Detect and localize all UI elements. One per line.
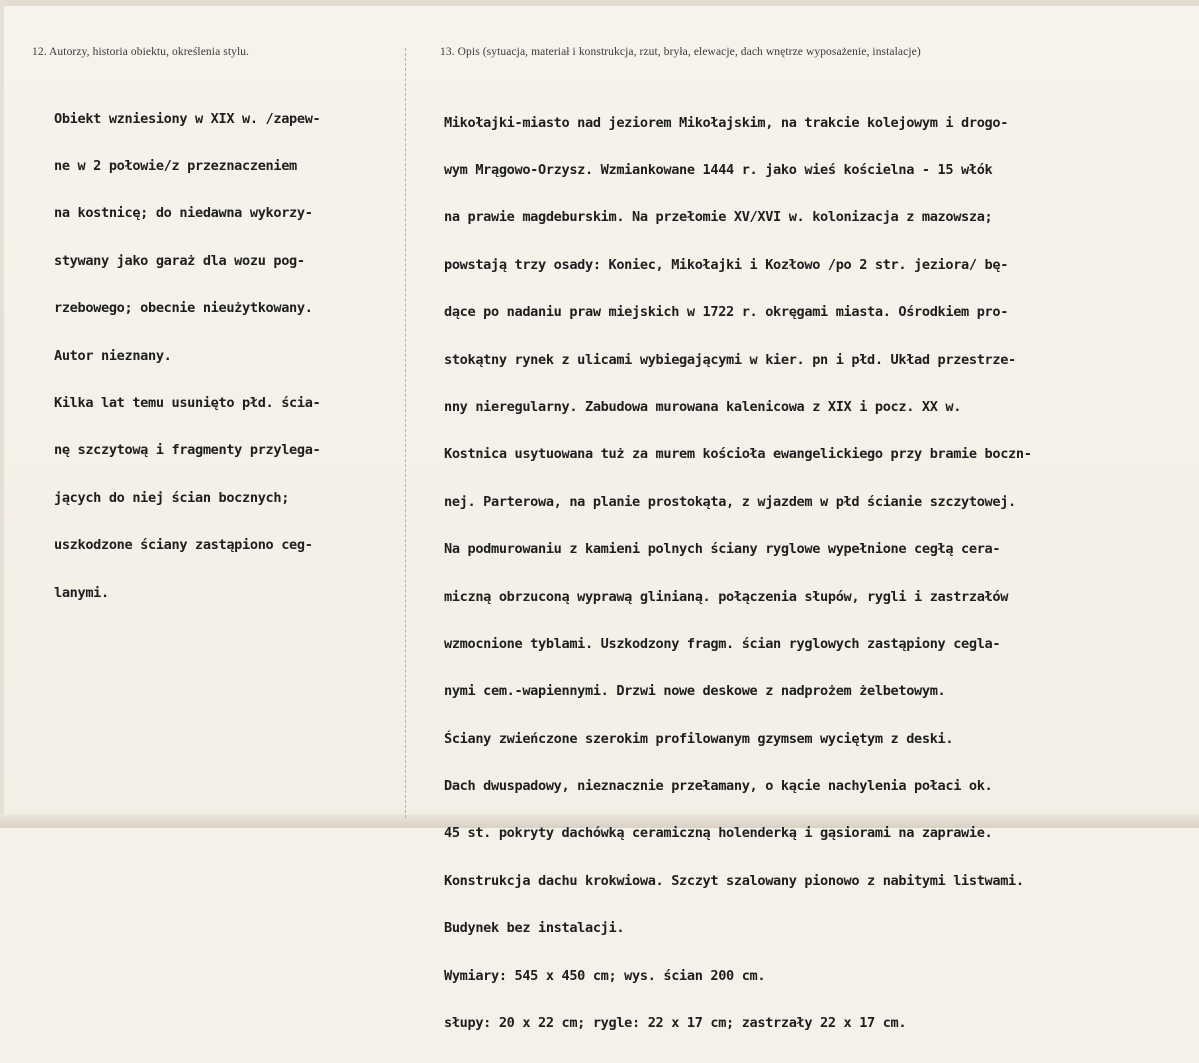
text-line: Ściany zwieńczone szerokim profilowanym gzymsem wyciętym z deski. [444,730,954,747]
card-left-edge [0,0,4,828]
text-line: uszkodzone ściany zastąpiono ceg- [54,537,313,554]
text-line: Autor nieznany. [54,347,172,364]
text-line: słupy: 20 x 22 cm; rygle: 22 x 17 cm; zastrzały 22 x 17 cm. [444,1015,907,1032]
text-line: nej. Parterowa, na planie prostokąta, z wjazdem w płd ścianie szczytowej. [444,493,1016,510]
text-line: Kilka lat temu usunięto płd. ścia- [54,394,321,411]
section-12-text [54,80,399,633]
text-line: na kostnicę; do niedawna wykorzy- [54,205,313,222]
text-line: stywany jako garaż dla wozu pog- [54,252,305,269]
text-line: dące po nadaniu praw miejskich w 1722 r. okręgami miasta. Ośrodkiem pro- [444,304,1009,321]
text-line: Dach dwuspadowy, nieznacznie przełamany, o kącie nachylenia połaci ok. [444,778,993,795]
text-line: miczną obrzuconą wyprawą glinianą. połączenia słupów, rygli i zastrzałów [444,588,1009,605]
text-line: Budynek bez instalacji. [444,920,625,937]
text-line: Na podmurowaniu z kamieni polnych ściany ryglowe wypełnione cegłą cera- [444,541,1001,558]
text-line: lanymi. [54,584,109,601]
section-13-text [444,84,1189,1063]
card-top-edge [0,0,1199,6]
column-divider [405,48,406,818]
text-line: wym Mrągowo-Orzysz. Wzmiankowane 1444 r. jako wieś kościelna - 15 włók [444,161,993,178]
text-line: Konstrukcja dachu krokwiowa. Szczyt szalowany pionowo z nabitymi listwami. [444,872,1024,889]
text-line: nę szczytową i fragmenty przylega- [54,442,321,459]
text-line: wzmocnione tyblami. Uszkodzony fragm. ścian ryglowych zastąpiony cegla- [444,635,1001,652]
text-line: Kostnica usytuowana tuż za murem kościoła ewangelickiego przy bramie boczn- [444,446,1032,463]
text-line: na prawie magdeburskim. Na przełomie XV/XVI w. kolonizacja z mazowsza; [444,209,993,226]
section-12-header: 12. Autorzy, historia obiektu, określenia stylu. [32,46,250,58]
text-line: ne w 2 połowie/z przeznaczeniem [54,157,297,174]
section-13-header: 13. Opis (sytuacja, materiał i konstrukcja, rzut, bryła, elewacje, dach wnętrze wyposażenie, instalacje) [440,46,921,58]
text-line: Wymiary: 545 x 450 cm; wys. ścian 200 cm. [444,967,766,984]
text-line: Obiekt wzniesiony w XIX w. /zapew- [54,110,321,127]
text-line: powstają trzy osady: Koniec, Mikołajki i Kozłowo /po 2 str. jeziora/ bę- [444,256,1009,273]
text-line: rzebowego; obecnie nieużytkowany. [54,300,313,317]
text-line: Mikołajki-miasto nad jeziorem Mikołajskim, na trakcie kolejowym i drogo- [444,114,1009,131]
text-line: nny nieregularny. Zabudowa murowana kalenicowa z XIX i pocz. XX w. [444,398,962,415]
text-line: 45 st. pokryty dachówką ceramiczną holenderką i gąsiorami na zaprawie. [444,825,993,842]
text-line: nymi cem.-wapiennymi. Drzwi nowe deskowe z nadprożem żelbetowym. [444,683,946,700]
text-line: stokątny rynek z ulicami wybiegającymi w kier. pn i płd. Układ przestrze- [444,351,1016,368]
text-line: jących do niej ścian bocznych; [54,489,290,506]
